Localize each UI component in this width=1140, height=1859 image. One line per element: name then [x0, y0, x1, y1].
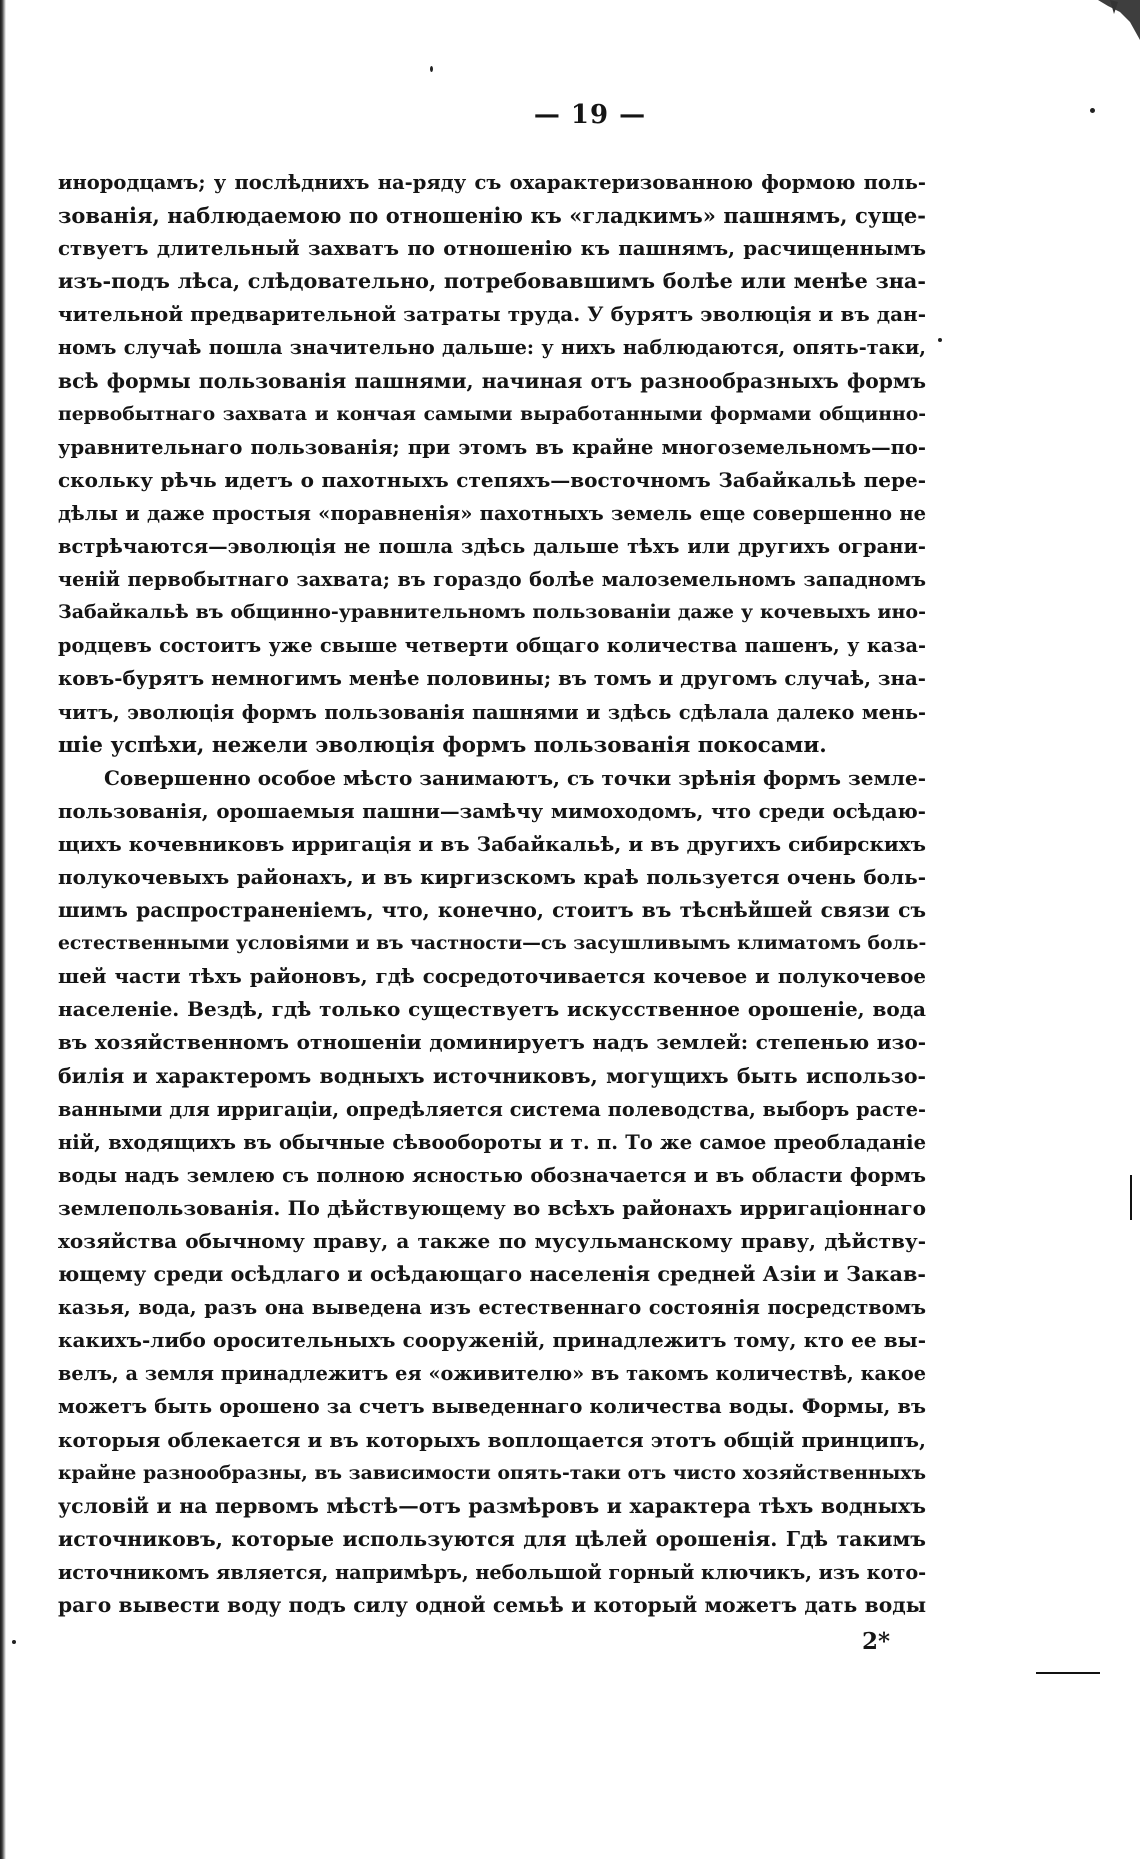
text-line: источниковъ, которые используются для цѣлей орошенія. Гдѣ такимъ	[58, 1526, 926, 1551]
text-line: какихъ-либо оросительныхъ сооруженій, принадлежитъ тому, кто ее вы-	[58, 1328, 926, 1353]
text-line: ствуетъ длительный захватъ по отношенію къ пашнямъ, расчищеннымъ	[58, 236, 926, 261]
text-line: щихъ кочевниковъ ирригація и въ Забайкальѣ, и въ другихъ сибирскихъ	[58, 831, 926, 856]
text-line: зованія, наблюдаемою по отношенію къ «гладкимъ» пашнямъ, суще-	[58, 203, 926, 229]
paragraph-start-line: Совершенно особое мѣсто занимаютъ, съ точки зрѣнія формъ земле-	[104, 765, 926, 790]
text-line: условій и на первомъ мѣстѣ—отъ размѣровъ и характера тѣхъ водныхъ	[58, 1493, 926, 1518]
text-line: скольку рѣчь идетъ о пахотныхъ степяхъ—восточномъ Забайкальѣ пере-	[58, 467, 926, 492]
text-line: шимъ распространеніемъ, что, конечно, стоитъ въ тѣснѣйшей связи съ	[58, 898, 926, 923]
text-line: населеніе. Вездѣ, гдѣ только существуетъ искусственное орошеніе, вода	[58, 997, 926, 1022]
text-line: велъ, а земля принадлежитъ ея «оживителю» въ такомъ количествѣ, какое	[58, 1362, 926, 1386]
text-line: номъ случаѣ пошла значительно дальше: у нихъ наблюдаются, опять-таки,	[58, 336, 926, 360]
text-line: землепользованія. По дѣйствующему во всѣхъ районахъ ирригаціоннаго	[58, 1195, 926, 1220]
text-line: естественными условіями и въ частности—съ засушливымъ климатомъ боль-	[58, 932, 927, 955]
text-line: встрѣчаются—эволюція не пошла здѣсь дальше тѣхъ или другихъ ограни-	[58, 535, 926, 559]
text-line: чительной предварительной затраты труда. У бурятъ эволюція и въ дан-	[58, 302, 926, 327]
scan-speck	[12, 1640, 16, 1644]
text-line: шіе успѣхи, нежели эволюція формъ пользованія покосами.	[58, 732, 827, 758]
scan-stray-mark	[1130, 1175, 1132, 1220]
body-text	[58, 166, 926, 1622]
text-line: первобытнаго захвата и кончая самыми выработанными формами общинно-	[58, 402, 926, 425]
text-line: ній, входящихъ въ обычные сѣвообороты и т. п. То же самое преобладаніе	[58, 1130, 926, 1154]
text-line: которыя облекается и въ которыхъ воплощается этотъ общій принципъ,	[58, 1427, 926, 1452]
page-number: — 19 —	[533, 100, 647, 130]
scan-corner-artifact	[1080, 0, 1140, 60]
text-line: ющему среди осѣдлаго и осѣдающаго населенія средней Азіи и Закав-	[58, 1262, 926, 1287]
text-line: всѣ формы пользованія пашнями, начиная отъ разнообразныхъ формъ	[58, 368, 926, 393]
text-line: инородцамъ; у послѣднихъ на-ряду съ охарактеризованною формою поль-	[58, 171, 926, 194]
scan-stray-mark	[1036, 1672, 1100, 1674]
text-line: родцевъ состоитъ уже свыше четверти общаго количества пашенъ, у каза-	[58, 634, 926, 658]
text-line: Забайкальѣ въ общинно-уравнительномъ пользованіи даже у кочевыхъ ино-	[58, 601, 926, 624]
text-line: ковъ-бурятъ немногимъ менѣе половины; въ томъ и другомъ случаѣ, зна-	[58, 666, 926, 691]
text-line: читъ, эволюція формъ пользованія пашнями и здѣсь сдѣлала далеко мень-	[58, 700, 926, 724]
text-line: источникомъ является, напримѣръ, небольшой горный ключикъ, изъ кото-	[58, 1560, 927, 1584]
scan-edge-shadow	[0, 0, 14, 1859]
text-line: въ хозяйственномъ отношеніи доминируетъ надъ землей: степенью изо-	[58, 1030, 926, 1055]
text-line: ванными для ирригаціи, опредѣляется система полеводства, выборъ расте-	[58, 1097, 926, 1121]
text-line: ченій первобытнаго захвата; въ гораздо болѣе малоземельномъ западномъ	[58, 568, 926, 592]
scan-speck	[938, 338, 942, 342]
text-line: уравнительнаго пользованія; при этомъ въ крайне многоземельномъ—по-	[58, 435, 926, 459]
text-line: билія и характеромъ водныхъ источниковъ, могущихъ быть использо-	[58, 1063, 926, 1088]
text-line: крайне разнообразны, въ зависимости опять-таки отъ чисто хозяйственныхъ	[58, 1461, 926, 1484]
printer-signature-mark: 2*	[862, 1628, 891, 1655]
text-line: пользованія, орошаемыя пашни—замѣчу мимоходомъ, что среди осѣдаю-	[58, 798, 926, 823]
text-line: можетъ быть орошено за счетъ выведеннаго количества воды. Формы, въ	[58, 1395, 926, 1419]
text-line: полукочевыхъ районахъ, и въ киргизскомъ краѣ пользуется очень боль-	[58, 864, 926, 889]
text-line: изъ-подъ лѣса, слѣдовательно, потребовавшимъ болѣе или менѣе зна-	[58, 269, 926, 294]
scan-speck	[430, 66, 433, 72]
text-line: дѣлы и даже простыя «поравненія» пахотныхъ земель еще совершенно не	[58, 501, 926, 525]
text-line: хозяйства обычному праву, а также по мусульманскому праву, дѣйству-	[58, 1229, 926, 1253]
text-line: казья, вода, разъ она выведена изъ естественнаго состоянія посредствомъ	[58, 1296, 926, 1320]
text-line: воды надъ землею съ полною ясностью обозначается и въ области формъ	[58, 1163, 926, 1187]
text-line: шей части тѣхъ районовъ, гдѣ сосредоточивается кочевое и полукочевое	[58, 964, 926, 989]
text-line: раго вывести воду подъ силу одной семьѣ и который можетъ дать воды	[58, 1593, 926, 1618]
